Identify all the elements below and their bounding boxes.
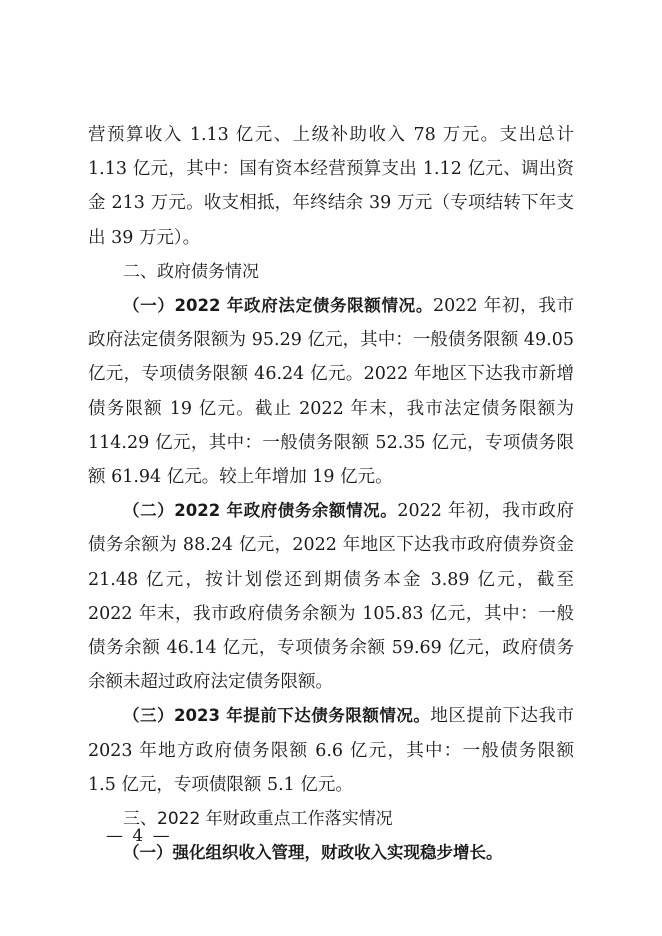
page-number: — 4 — <box>106 826 172 846</box>
paragraph-text: 营预算收入 1.13 亿元、上级补助收入 78 万元。支出总计 1.13 亿元，其中：国有资本经营预算支出 1.12 亿元、调出资金 213 万元。收支相抵，年终结余 39 万元（专项结转下年支出 39 万元）。 <box>88 125 574 248</box>
paragraph-text: 地区提前下达我市 2023 年地方政府债务限额 6.6 亿元，其中：一般债务限额 1.5 亿元，专项债限额 5.1 亿元。 <box>88 706 575 795</box>
document-body <box>88 118 574 870</box>
heading-text: 二、政府债务情况 <box>123 261 259 282</box>
paragraph-text: 2022 年初，我市政府法定债务限额为 95.29 亿元，其中：一般债务限额 49.05 亿元，专项债务限额 46.24 亿元。2022 年地区下达我市新增债务限额 19 亿元。截止 2022 年末，我市法定债务限额为 114.29 亿元，其中：一般债务限额 52.35 亿元，专项债务限额 61.94 亿元。较上年增加 19 亿元。 <box>88 296 574 488</box>
paragraph-lead: （一）2022 年政府法定债务限额情况。 <box>123 296 434 316</box>
paragraph-lead: （二）2022 年政府债务余额情况。 <box>123 501 398 521</box>
paragraph-lead: （三）2023 年提前下达债务限额情况。 <box>123 706 431 726</box>
paragraph-lead: （一）强化组织收入管理，财政收入实现稳步增长。 <box>123 843 503 863</box>
paragraph-continuation <box>88 118 574 255</box>
paragraph-debt-balance <box>88 494 574 699</box>
section-heading-government-debt <box>88 255 574 289</box>
paragraph-text: 2022 年初，我市政府债务余额为 88.24 亿元，2022 年地区下达我市政府债券资金 21.48 亿元，按计划偿还到期债务本金 3.89 亿元，截至 2022 年末，我市政府债务余额为 105.83 亿元，其中：一般债务余额 46.14 亿元，专项债务余额 59.69 亿元，政府债务余额未超过政府法定债务限额。 <box>88 501 574 693</box>
heading-text: 三、2022 年财政重点工作落实情况 <box>123 809 393 830</box>
paragraph-debt-limit <box>88 289 574 494</box>
paragraph-advance-limit <box>88 699 574 802</box>
